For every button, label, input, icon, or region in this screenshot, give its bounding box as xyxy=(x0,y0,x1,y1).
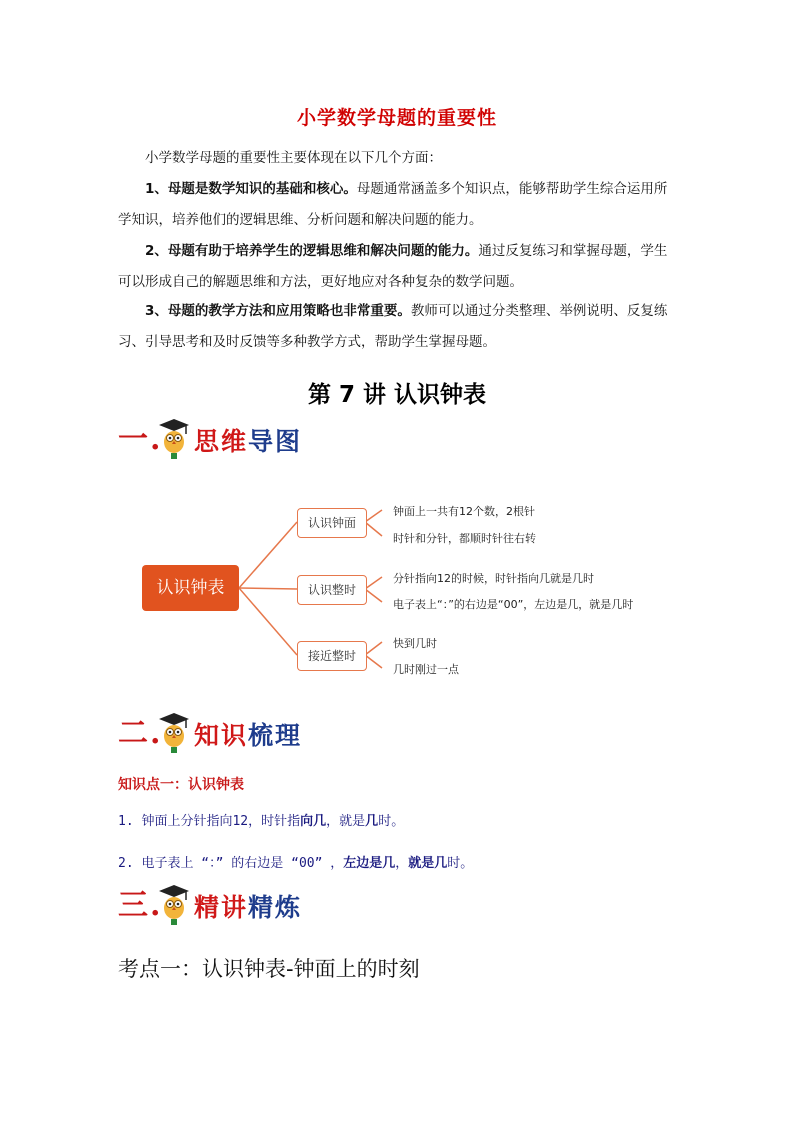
owl-graduate-icon xyxy=(158,884,190,928)
section-number: 二. xyxy=(118,716,163,751)
mindmap-leaf: 电子表上“：”的右边是“00”，左边是几，就是几时 xyxy=(393,598,634,611)
knowledge-line-1: 1. 钟面上分针指向12，时针指向几，就是几时。 xyxy=(118,814,405,829)
intro-title: 小学数学母题的重要性 xyxy=(296,107,497,129)
owl-graduate-icon xyxy=(158,712,190,756)
lesson-title: 第 7 讲 认识钟表 xyxy=(307,382,487,408)
exam-point-title: 考点一：认识钟表-钟面上的时刻 xyxy=(118,957,420,981)
section-title: 思维导图 xyxy=(194,427,303,456)
intro-point-2-text: 通过反复练习和掌握母题，学生可以形成自己的解题思维和方法，更好地应对各种复杂的数学问题。 xyxy=(118,243,668,290)
intro-point-3-bold: 3、母题的教学方法和应用策略也非常重要。 xyxy=(145,303,411,319)
mindmap-node-whole-hour: 认识整时 xyxy=(297,575,367,605)
intro-point-1-bold: 1、母题是数学知识的基础和核心。 xyxy=(145,181,357,197)
section-number: 一. xyxy=(118,422,163,457)
mindmap-root: 认识钟表 xyxy=(142,565,239,611)
mindmap-leaf: 快到几时 xyxy=(393,637,437,650)
intro-lead: 小学数学母题的重要性主要体现在以下几个方面： xyxy=(145,150,442,166)
section-heading-knowledge xyxy=(118,712,378,758)
intro-point-2-bold: 2、母题有助于培养学生的逻辑思维和解决问题的能力。 xyxy=(145,243,479,259)
knowledge-line-2: 2. 电子表上 “：” 的右边是 “00” ，左边是几，就是几时。 xyxy=(118,856,474,871)
mindmap-leaf: 几时刚过一点 xyxy=(393,663,459,676)
section-number: 三. xyxy=(118,888,163,923)
section-title: 知识梳理 xyxy=(194,721,303,750)
mindmap-leaf: 分针指向12的时候，时针指向几就是几时 xyxy=(393,572,594,585)
knowledge-point-heading: 知识点一：认识钟表 xyxy=(118,777,244,793)
mindmap-leaf: 时针和分针，都顺时针往右转 xyxy=(393,532,536,545)
intro-point-3-text: 教师可以通过分类整理、举例说明、反复练习、引导思考和及时反馈等多种教学方式，帮助学生掌握母题。 xyxy=(118,303,668,350)
mindmap-leaf: 钟面上一共有12个数，2根针 xyxy=(393,505,535,518)
mindmap-node-near-hour: 接近整时 xyxy=(297,641,367,671)
mindmap-node-clock-face: 认识钟面 xyxy=(297,508,367,538)
section-heading-practice xyxy=(118,884,378,930)
section-title: 精讲精炼 xyxy=(194,893,303,922)
intro-point-1-text: 母题通常涵盖多个知识点，能够帮助学生综合运用所学知识，培养他们的逻辑思维、分析问题和解决问题的能力。 xyxy=(118,181,668,228)
